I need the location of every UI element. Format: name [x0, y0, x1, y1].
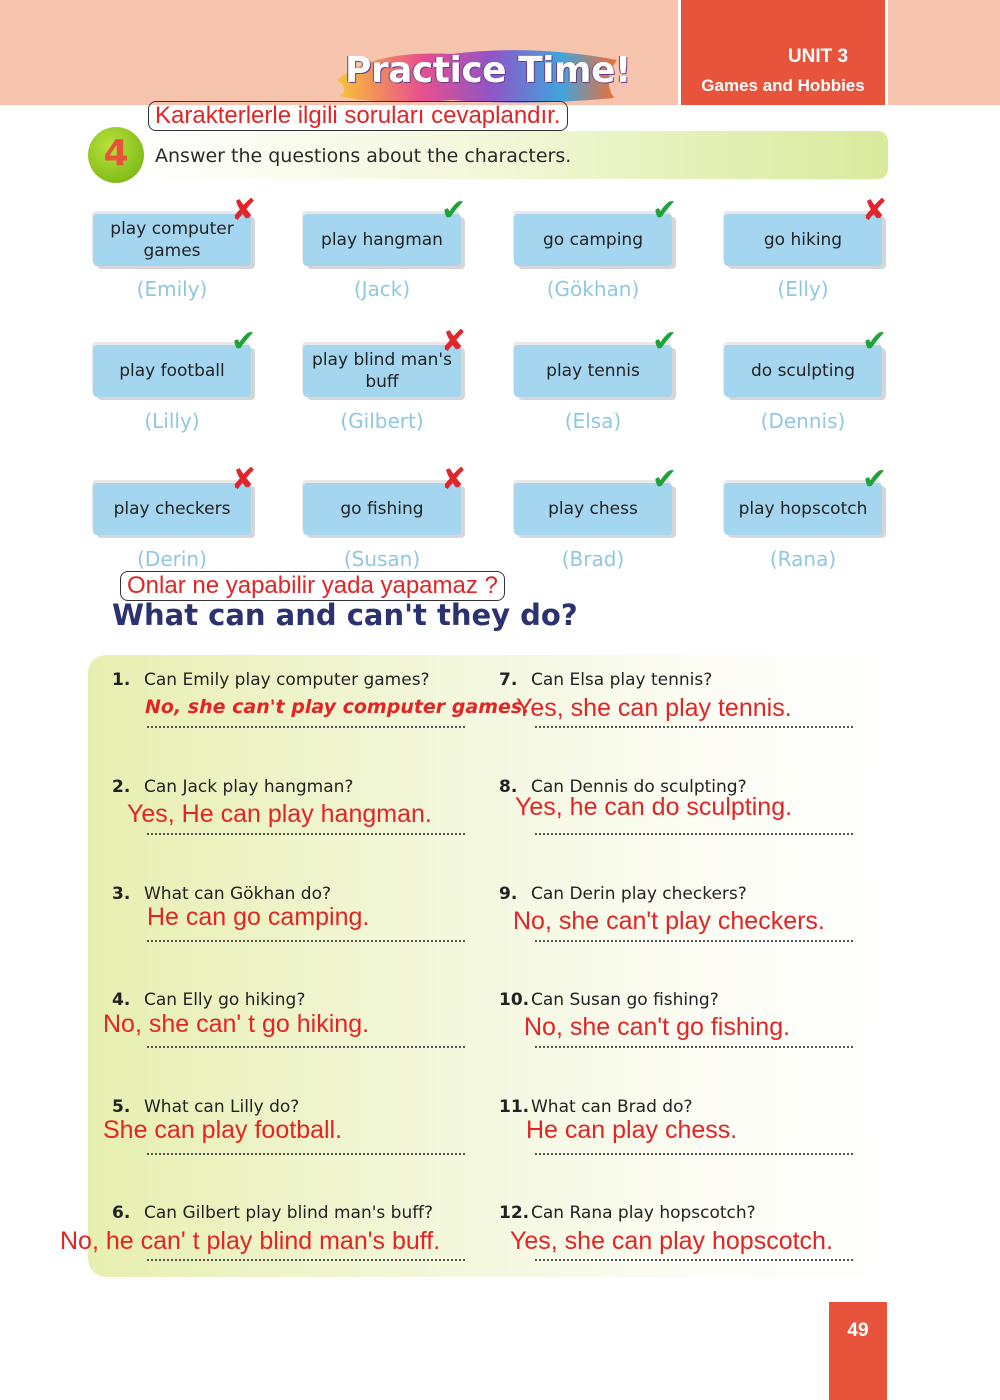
cross-icon: ✘ [441, 324, 467, 359]
answer-line [147, 1151, 465, 1155]
character-name: (Elsa) [564, 409, 622, 433]
answer-text: Yes, she can play tennis. [516, 694, 792, 722]
character-name: (Susan) [343, 547, 421, 571]
exercise-number-badge [88, 127, 144, 183]
question-text: Can Derin play checkers? [531, 884, 747, 904]
question [112, 990, 305, 1010]
question-number: 12. [499, 1203, 530, 1223]
activity-card [724, 345, 882, 397]
question-text: What can Brad do? [531, 1097, 693, 1117]
activity-label: play chess [548, 499, 638, 519]
answer-text: No, she can' t go hiking. [103, 1010, 370, 1038]
question-text: Can Gilbert play blind man's buff? [144, 1203, 433, 1223]
question [499, 1203, 756, 1223]
activity-label: go hiking [763, 230, 843, 250]
activity-card [93, 345, 251, 397]
question-number: 11. [499, 1097, 530, 1117]
activity-card [303, 483, 461, 535]
question [499, 884, 747, 904]
answer-line [535, 1257, 853, 1261]
check-icon: ✔ [652, 193, 678, 228]
answer-text: Yes, He can play hangman. [127, 800, 432, 828]
question-number: 10. [499, 990, 530, 1010]
question-text: Can Dennis do sculpting? [531, 777, 747, 797]
answer-text: He can go camping. [147, 903, 370, 931]
answer-text: No, he can' t play blind man's buff. [60, 1227, 441, 1255]
questions-panel [88, 655, 888, 1277]
answer-line [147, 938, 465, 942]
answer-line [147, 724, 465, 728]
question-text: What can Lilly do? [144, 1097, 300, 1117]
character-name: (Dennis) [760, 409, 846, 433]
question-number: 7. [499, 670, 518, 690]
page-number-tab [829, 1302, 887, 1400]
answer-line [535, 1044, 853, 1048]
answer-text: No, she can't play computer games. [145, 696, 530, 718]
activity-card [93, 214, 251, 266]
activity-label: do sculpting [750, 361, 856, 381]
check-icon: ✔ [652, 324, 678, 359]
unit-title: Games and Hobbies [701, 76, 865, 95]
practice-time-title: Practice Time! [345, 50, 631, 91]
question-number: 6. [112, 1203, 131, 1223]
activity-label: play hangman [321, 230, 443, 250]
check-icon: ✔ [231, 324, 257, 359]
cross-icon: ✘ [231, 462, 257, 497]
activity-label: play football [119, 361, 225, 381]
answer-line [535, 724, 853, 728]
question [499, 1097, 693, 1117]
activity-card [514, 483, 672, 535]
question-text: Can Elly go hiking? [144, 990, 306, 1010]
question-text: What can Gökhan do? [144, 884, 332, 904]
character-name: (Gökhan) [546, 277, 640, 301]
question-number: 5. [112, 1097, 131, 1117]
page-number: 49 [847, 1320, 869, 1341]
answer-line [535, 1151, 853, 1155]
question [112, 884, 331, 904]
activity-card [93, 483, 251, 535]
cross-icon: ✘ [441, 462, 467, 497]
activity-label: play checkers [113, 499, 231, 519]
answer-text: No, she can't play checkers. [513, 907, 825, 935]
question [112, 1203, 433, 1223]
question-number: 3. [112, 884, 131, 904]
activity-card [514, 345, 672, 397]
question-text: Can Jack play hangman? [144, 777, 354, 797]
question-number: 8. [499, 777, 518, 797]
character-name: (Elly) [777, 277, 829, 301]
activity-card [724, 483, 882, 535]
question-text: Can Emily play computer games? [144, 670, 430, 690]
question [112, 1097, 299, 1117]
activity-label: play hopscotch [738, 499, 868, 519]
character-name: (Gilbert) [340, 409, 424, 433]
answer-line [147, 1257, 465, 1261]
unit-box [678, 0, 888, 105]
question-number: 1. [112, 670, 131, 690]
question-number: 4. [112, 990, 131, 1010]
answer-text: She can play football. [103, 1116, 343, 1144]
activity-card [303, 214, 461, 266]
activity-label: go camping [543, 230, 643, 250]
character-name: (Emily) [136, 277, 208, 301]
question-text: Can Susan go fishing? [531, 990, 719, 1010]
question [112, 670, 430, 690]
cross-icon: ✘ [862, 193, 888, 228]
character-name: (Brad) [561, 547, 625, 571]
answer-text: Yes, he can do sculpting. [515, 793, 793, 821]
check-icon: ✔ [862, 324, 888, 359]
check-icon: ✔ [652, 462, 678, 497]
answer-line [147, 831, 465, 835]
exercise-instruction: Answer the questions about the characters. [155, 145, 572, 167]
answer-line [147, 1044, 465, 1048]
activity-card [724, 214, 882, 266]
check-icon: ✔ [862, 462, 888, 497]
answer-text: He can play chess. [526, 1116, 738, 1144]
character-name: (Derin) [137, 547, 207, 571]
cross-icon: ✘ [231, 193, 257, 228]
character-name: (Jack) [353, 277, 411, 301]
activity-label: play computer games [110, 219, 234, 261]
exercise-number: 4 [103, 133, 129, 174]
section-heading: What can and can't they do? [112, 598, 578, 632]
question [499, 990, 719, 1010]
answer-text: Yes, she can play hopscotch. [510, 1227, 833, 1255]
turkish-translation-question: Onlar ne yapabilir yada yapamaz ? [120, 571, 505, 601]
turkish-translation-instruction: Karakterlerle ilgili soruları cevaplandır. [148, 101, 568, 131]
activity-card [514, 214, 672, 266]
question-number: 2. [112, 777, 131, 797]
question [112, 777, 353, 797]
activity-label: play blind man's buff [312, 350, 452, 392]
answer-line [535, 938, 853, 942]
answer-text: No, she can't go fishing. [524, 1013, 791, 1041]
question [499, 670, 712, 690]
question-text: Can Rana play hopscotch? [531, 1203, 756, 1223]
activity-label: go fishing [340, 499, 424, 519]
answer-line [535, 831, 853, 835]
unit-number: UNIT 3 [787, 46, 849, 67]
activity-label: play tennis [546, 361, 640, 381]
character-name: (Lilly) [144, 409, 200, 433]
check-icon: ✔ [441, 193, 467, 228]
question-number: 9. [499, 884, 518, 904]
character-name: (Rana) [769, 547, 837, 571]
activity-card [303, 345, 461, 397]
question-text: Can Elsa play tennis? [531, 670, 713, 690]
